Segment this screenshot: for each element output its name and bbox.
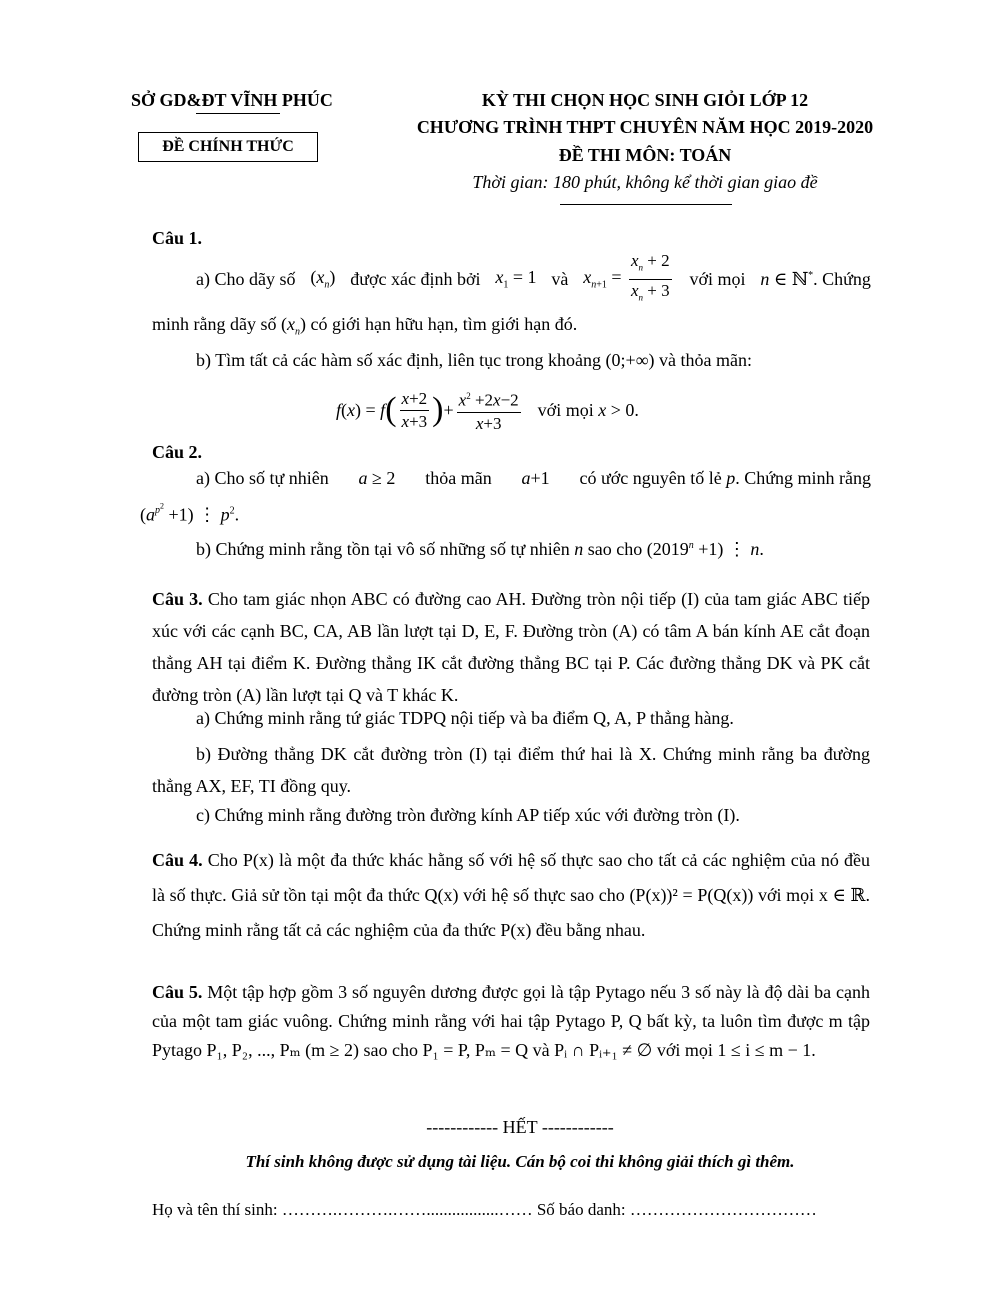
exam-subject: ĐỀ THI MÔN: TOÁN [558, 145, 732, 165]
department-name: SỞ GD&ĐT VĨNH PHÚC [131, 90, 333, 110]
department-underline [196, 113, 280, 114]
q5-text: Câu 5. Một tập hợp gồm 3 số nguyên dương được gọi là tập Pytago nếu 3 số này là độ dài ba cạnh của một tam giác vuông. Chứng minh rằng với hai tập Pytago P, Q bất kỳ, ta luôn tìm được m tập Pytago P₁, P₂, ..., Pₘ (m ≥ 2) sao cho P₁ = P, Pₘ = Q và Pᵢ ∩ Pᵢ₊₁ ≠ ∅ với mọi 1 ≤ i ≤ m − 1. [152, 982, 870, 1060]
end-marker: ------------ HẾT ------------ [426, 1117, 614, 1137]
exam-title: KỲ THI CHỌN HỌC SINH GIỎI LỚP 12 [481, 90, 809, 110]
q3-part-b: b) Đường thẳng DK cắt đường tròn (I) tại điểm thứ hai là X. Chứng minh rằng ba đường thẳng AX, EF, TI đồng quy. [152, 744, 870, 796]
exam-program: CHƯƠNG TRÌNH THPT CHUYÊN NĂM HỌC 2019-2020 [416, 117, 874, 137]
q1a-t3: và [551, 269, 569, 289]
q1-part-b-line1: b) Tìm tất cả các hàm số xác định, liên tục trong khoảng (0;+∞) và thỏa mãn: [196, 350, 753, 370]
q1a-domain: n ∈ ℕ*. Chứng [760, 269, 871, 289]
q2-part-a-line2: $(a^{p^2} +1)$ ⋮ $p^2$. [140, 502, 240, 525]
title-divider [560, 204, 732, 205]
q3-part-a: a) Chứng minh rằng tứ giác TDPQ nội tiếp và ba điểm Q, A, P thẳng hàng. [196, 708, 734, 728]
q1-title: Câu 1. [152, 228, 203, 248]
q3-intro: Câu 3. Cho tam giác nhọn ABC có đường cao AH. Đường tròn nội tiếp (I) của tam giác ABC tiếp xúc với các cạnh BC, CA, AB lần lượt tại D, E, F. Đường tròn (A) có tâm A bán kính AE cắt đoạn thẳng AH tại điểm K. Đường thẳng IK cắt đường thẳng BC tại P. Các đường thẳng DK và PK cắt đường tròn (A) lần lượt tại Q và T khác K. [152, 589, 870, 705]
q1a-seq: $(x_n)$ [310, 266, 336, 291]
q1a-t1: a) Cho dãy số [196, 269, 296, 289]
q3-part-c: c) Chứng minh rằng đường tròn đường kính AP tiếp xúc với đường tròn (I). [196, 805, 740, 825]
candidate-info-line: Họ và tên thí sinh: ……….……….…….................…… Số báo danh: …………………………… [152, 1200, 817, 1219]
q2-title: Câu 2. [152, 442, 203, 462]
q1-part-a-line1 [196, 251, 871, 304]
q2-part-a-line1: a) Cho số tự nhiên a ≥ 2 thỏa mãn a+1 có ước nguyên tố lẻ p. Chứng minh rằng [196, 468, 871, 488]
q4-text: Câu 4. Cho P(x) là một đa thức khác hằng số với hệ số thực sao cho tất cả các nghiệm của nó đều là số thực. Giả sử tồn tại một đa thức Q(x) với hệ số thực sao cho (P(x))² = P(Q(x)) với mọi x ∈ ℝ. Chứng minh rằng tất cả các nghiệm của đa thức P(x) đều bằng nhau. [152, 850, 870, 940]
q1-part-b-equation: f(x) = f ( $\frac{x+2}{x+3}$ ) + $\frac{x^2 +2x-2}{x+3}$ với mọi x > 0. [336, 386, 639, 434]
q1a-t4: với mọi [689, 269, 746, 289]
official-label-box: ĐỀ CHÍNH THỨC [138, 132, 318, 162]
q2-part-b: b) Chứng minh rằng tồn tại vô số những số tự nhiên n sao cho $(2019^n +1)$ ⋮ n. [196, 539, 764, 559]
candidate-note: Thí sinh không được sử dụng tài liệu. Cán bộ coi thi không giải thích gì thêm. [245, 1152, 795, 1171]
q1a-recurrence: $x_{n+1}$ = $\frac{x_n + 2}{x_n + 3}$ [583, 251, 670, 302]
q1a-x1: $x_1 = 1$ [495, 266, 537, 291]
q1-part-a-line2: minh rằng dãy số $(x_n)$ có giới hạn hữu hạn, tìm giới hạn đó. [152, 314, 578, 338]
exam-time: Thời gian: 180 phút, không kể thời gian giao đề [472, 172, 818, 192]
q1a-t2: được xác định bởi [350, 269, 481, 289]
